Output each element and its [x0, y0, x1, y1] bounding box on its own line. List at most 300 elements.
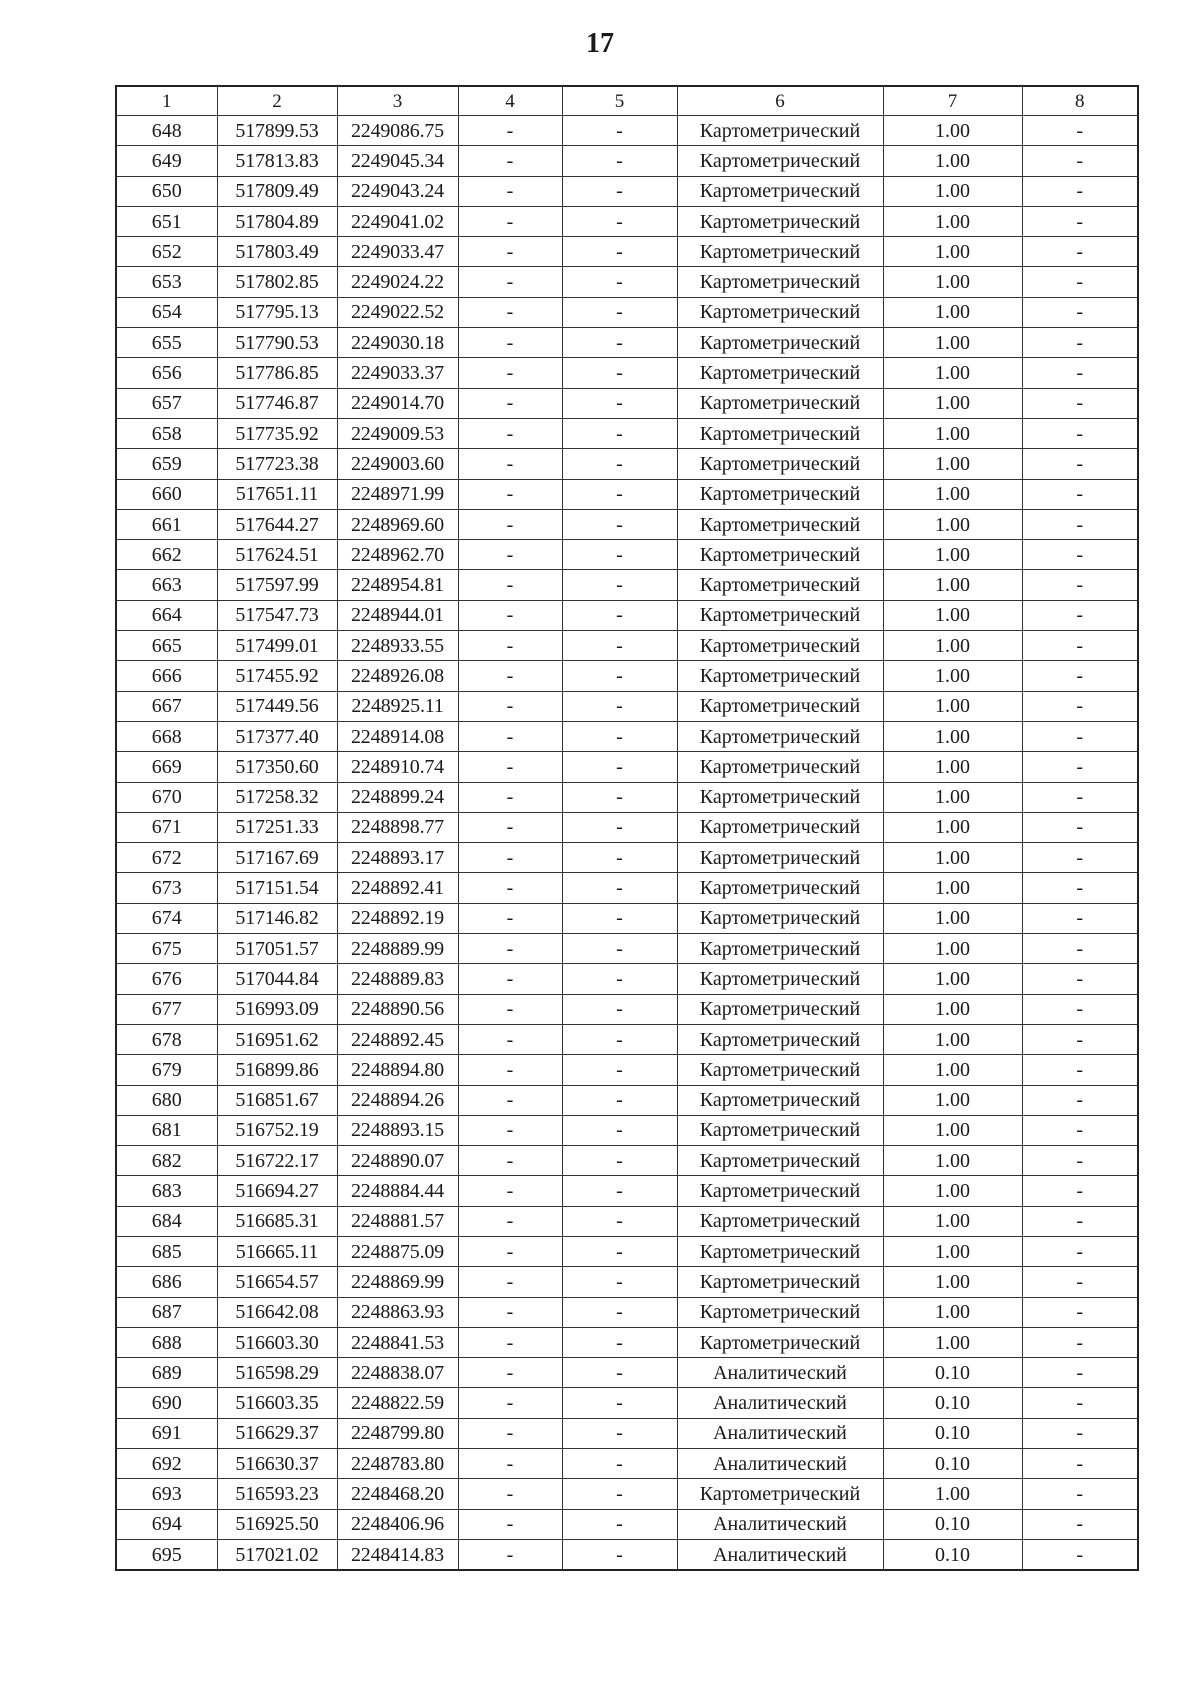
cell-x-coordinate: 516630.37	[217, 1449, 337, 1479]
cell-accuracy: 1.00	[883, 388, 1022, 418]
cell-point-number: 694	[116, 1509, 217, 1539]
cell-method: Картометрический	[677, 994, 883, 1024]
cell-x-coordinate: 516752.19	[217, 1115, 337, 1145]
cell-y-coordinate: 2249043.24	[337, 176, 458, 206]
table-row	[116, 812, 1138, 842]
cell-y-coordinate: 2248933.55	[337, 631, 458, 661]
table-row	[116, 1267, 1138, 1297]
table-row	[116, 358, 1138, 388]
cell-method: Картометрический	[677, 903, 883, 933]
cell-col-5: -	[562, 267, 677, 297]
cell-accuracy: 1.00	[883, 873, 1022, 903]
cell-x-coordinate: 517499.01	[217, 631, 337, 661]
cell-y-coordinate: 2248894.80	[337, 1055, 458, 1085]
cell-point-number: 676	[116, 964, 217, 994]
cell-col-8: -	[1022, 661, 1138, 691]
cell-col-8: -	[1022, 691, 1138, 721]
cell-accuracy: 1.00	[883, 600, 1022, 630]
cell-y-coordinate: 2248893.17	[337, 843, 458, 873]
table-row	[116, 1236, 1138, 1266]
cell-accuracy: 1.00	[883, 509, 1022, 539]
cell-col-4: -	[458, 570, 562, 600]
table-row	[116, 146, 1138, 176]
cell-x-coordinate: 517803.49	[217, 237, 337, 267]
cell-point-number: 662	[116, 540, 217, 570]
cell-x-coordinate: 517790.53	[217, 328, 337, 358]
coordinates-table	[115, 85, 1139, 1571]
cell-col-8: -	[1022, 1388, 1138, 1418]
table-row	[116, 449, 1138, 479]
table-row	[116, 1055, 1138, 1085]
cell-y-coordinate: 2248881.57	[337, 1206, 458, 1236]
cell-accuracy: 1.00	[883, 934, 1022, 964]
cell-accuracy: 1.00	[883, 1176, 1022, 1206]
cell-x-coordinate: 517795.13	[217, 297, 337, 327]
cell-method: Картометрический	[677, 691, 883, 721]
cell-col-8: -	[1022, 1176, 1138, 1206]
table-row	[116, 1206, 1138, 1236]
cell-col-8: -	[1022, 600, 1138, 630]
cell-col-8: -	[1022, 1358, 1138, 1388]
cell-x-coordinate: 517802.85	[217, 267, 337, 297]
cell-x-coordinate: 517350.60	[217, 752, 337, 782]
table-row	[116, 206, 1138, 236]
cell-y-coordinate: 2248863.93	[337, 1297, 458, 1327]
cell-col-4: -	[458, 1055, 562, 1085]
cell-col-8: -	[1022, 509, 1138, 539]
cell-col-5: -	[562, 661, 677, 691]
cell-point-number: 668	[116, 721, 217, 751]
cell-method: Картометрический	[677, 631, 883, 661]
cell-method: Аналитический	[677, 1539, 883, 1570]
cell-accuracy: 1.00	[883, 1206, 1022, 1236]
cell-method: Картометрический	[677, 721, 883, 751]
cell-point-number: 693	[116, 1479, 217, 1509]
cell-accuracy: 1.00	[883, 1146, 1022, 1176]
cell-col-8: -	[1022, 1206, 1138, 1236]
cell-y-coordinate: 2248414.83	[337, 1539, 458, 1570]
cell-accuracy: 1.00	[883, 1297, 1022, 1327]
cell-method: Картометрический	[677, 1236, 883, 1266]
cell-col-4: -	[458, 721, 562, 751]
cell-col-4: -	[458, 297, 562, 327]
cell-point-number: 685	[116, 1236, 217, 1266]
cell-x-coordinate: 516654.57	[217, 1267, 337, 1297]
cell-x-coordinate: 516925.50	[217, 1509, 337, 1539]
cell-y-coordinate: 2248954.81	[337, 570, 458, 600]
cell-method: Картометрический	[677, 146, 883, 176]
cell-method: Картометрический	[677, 1327, 883, 1357]
cell-col-8: -	[1022, 752, 1138, 782]
cell-method: Картометрический	[677, 358, 883, 388]
cell-method: Картометрический	[677, 661, 883, 691]
cell-col-8: -	[1022, 964, 1138, 994]
cell-point-number: 663	[116, 570, 217, 600]
table-row	[116, 570, 1138, 600]
cell-col-4: -	[458, 843, 562, 873]
cell-accuracy: 1.00	[883, 1055, 1022, 1085]
cell-y-coordinate: 2248899.24	[337, 782, 458, 812]
cell-x-coordinate: 517624.51	[217, 540, 337, 570]
header-row	[116, 86, 1138, 116]
cell-method: Картометрический	[677, 267, 883, 297]
cell-col-4: -	[458, 812, 562, 842]
cell-col-4: -	[458, 600, 562, 630]
cell-col-8: -	[1022, 1297, 1138, 1327]
cell-col-8: -	[1022, 206, 1138, 236]
cell-col-8: -	[1022, 1479, 1138, 1509]
cell-col-8: -	[1022, 570, 1138, 600]
table-row	[116, 479, 1138, 509]
cell-point-number: 679	[116, 1055, 217, 1085]
cell-accuracy: 1.00	[883, 1024, 1022, 1054]
cell-col-5: -	[562, 964, 677, 994]
cell-method: Картометрический	[677, 509, 883, 539]
cell-y-coordinate: 2248783.80	[337, 1449, 458, 1479]
cell-col-4: -	[458, 752, 562, 782]
table-row	[116, 873, 1138, 903]
cell-x-coordinate: 516598.29	[217, 1358, 337, 1388]
cell-point-number: 667	[116, 691, 217, 721]
cell-col-4: -	[458, 1146, 562, 1176]
cell-point-number: 669	[116, 752, 217, 782]
cell-col-8: -	[1022, 873, 1138, 903]
cell-y-coordinate: 2249014.70	[337, 388, 458, 418]
cell-accuracy: 1.00	[883, 691, 1022, 721]
cell-method: Аналитический	[677, 1509, 883, 1539]
table-row	[116, 600, 1138, 630]
cell-col-4: -	[458, 449, 562, 479]
cell-col-5: -	[562, 631, 677, 661]
cell-col-4: -	[458, 1327, 562, 1357]
cell-col-4: -	[458, 1449, 562, 1479]
cell-col-4: -	[458, 1297, 562, 1327]
cell-x-coordinate: 517251.33	[217, 812, 337, 842]
cell-col-8: -	[1022, 1115, 1138, 1145]
cell-col-5: -	[562, 1024, 677, 1054]
cell-accuracy: 1.00	[883, 267, 1022, 297]
cell-col-8: -	[1022, 1146, 1138, 1176]
cell-col-8: -	[1022, 146, 1138, 176]
cell-col-4: -	[458, 1479, 562, 1509]
cell-method: Картометрический	[677, 1206, 883, 1236]
cell-accuracy: 1.00	[883, 631, 1022, 661]
table-row	[116, 964, 1138, 994]
cell-y-coordinate: 2249033.37	[337, 358, 458, 388]
cell-accuracy: 1.00	[883, 994, 1022, 1024]
cell-col-5: -	[562, 237, 677, 267]
cell-col-4: -	[458, 1236, 562, 1266]
cell-point-number: 677	[116, 994, 217, 1024]
cell-point-number: 673	[116, 873, 217, 903]
cell-point-number: 683	[116, 1176, 217, 1206]
cell-col-8: -	[1022, 1236, 1138, 1266]
cell-col-5: -	[562, 843, 677, 873]
cell-col-4: -	[458, 328, 562, 358]
table-row	[116, 297, 1138, 327]
cell-col-5: -	[562, 1146, 677, 1176]
cell-col-4: -	[458, 1176, 562, 1206]
table-row	[116, 782, 1138, 812]
column-header-5: 5	[562, 86, 677, 116]
cell-x-coordinate: 517746.87	[217, 388, 337, 418]
column-header-2: 2	[217, 86, 337, 116]
cell-x-coordinate: 516993.09	[217, 994, 337, 1024]
cell-point-number: 695	[116, 1539, 217, 1570]
cell-y-coordinate: 2248890.56	[337, 994, 458, 1024]
cell-col-5: -	[562, 1206, 677, 1236]
cell-accuracy: 1.00	[883, 812, 1022, 842]
cell-accuracy: 0.10	[883, 1449, 1022, 1479]
cell-accuracy: 1.00	[883, 540, 1022, 570]
cell-accuracy: 1.00	[883, 721, 1022, 751]
cell-point-number: 686	[116, 1267, 217, 1297]
cell-method: Картометрический	[677, 479, 883, 509]
cell-y-coordinate: 2248406.96	[337, 1509, 458, 1539]
cell-x-coordinate: 516603.30	[217, 1327, 337, 1357]
cell-accuracy: 1.00	[883, 237, 1022, 267]
cell-accuracy: 1.00	[883, 1236, 1022, 1266]
cell-col-4: -	[458, 358, 562, 388]
table-row	[116, 661, 1138, 691]
cell-col-4: -	[458, 1509, 562, 1539]
cell-y-coordinate: 2248822.59	[337, 1388, 458, 1418]
cell-col-4: -	[458, 1206, 562, 1236]
cell-method: Аналитический	[677, 1358, 883, 1388]
cell-col-5: -	[562, 934, 677, 964]
cell-col-4: -	[458, 206, 562, 236]
cell-y-coordinate: 2248892.45	[337, 1024, 458, 1054]
table-header	[116, 86, 1138, 116]
column-header-8: 8	[1022, 86, 1138, 116]
cell-col-4: -	[458, 479, 562, 509]
cell-x-coordinate: 517813.83	[217, 146, 337, 176]
cell-point-number: 689	[116, 1358, 217, 1388]
cell-col-4: -	[458, 1418, 562, 1448]
cell-col-5: -	[562, 782, 677, 812]
cell-method: Картометрический	[677, 1024, 883, 1054]
cell-col-4: -	[458, 1115, 562, 1145]
cell-y-coordinate: 2248944.01	[337, 600, 458, 630]
cell-col-8: -	[1022, 479, 1138, 509]
table-row	[116, 116, 1138, 146]
cell-col-5: -	[562, 994, 677, 1024]
cell-col-4: -	[458, 418, 562, 448]
cell-point-number: 672	[116, 843, 217, 873]
cell-accuracy: 0.10	[883, 1388, 1022, 1418]
cell-point-number: 664	[116, 600, 217, 630]
cell-method: Картометрический	[677, 449, 883, 479]
cell-col-5: -	[562, 388, 677, 418]
cell-x-coordinate: 517449.56	[217, 691, 337, 721]
cell-col-5: -	[562, 509, 677, 539]
cell-method: Аналитический	[677, 1418, 883, 1448]
cell-y-coordinate: 2248838.07	[337, 1358, 458, 1388]
table-row	[116, 1509, 1138, 1539]
cell-col-4: -	[458, 782, 562, 812]
cell-point-number: 649	[116, 146, 217, 176]
cell-col-4: -	[458, 146, 562, 176]
cell-method: Картометрический	[677, 752, 883, 782]
cell-x-coordinate: 517258.32	[217, 782, 337, 812]
cell-y-coordinate: 2248925.11	[337, 691, 458, 721]
cell-col-5: -	[562, 752, 677, 782]
table-row	[116, 418, 1138, 448]
table-row	[116, 509, 1138, 539]
cell-method: Картометрический	[677, 540, 883, 570]
cell-col-8: -	[1022, 1327, 1138, 1357]
cell-point-number: 666	[116, 661, 217, 691]
cell-point-number: 655	[116, 328, 217, 358]
cell-method: Аналитический	[677, 1449, 883, 1479]
cell-x-coordinate: 516642.08	[217, 1297, 337, 1327]
cell-method: Картометрический	[677, 1479, 883, 1509]
cell-x-coordinate: 517804.89	[217, 206, 337, 236]
cell-col-5: -	[562, 540, 677, 570]
cell-method: Картометрический	[677, 1115, 883, 1145]
cell-col-5: -	[562, 1358, 677, 1388]
cell-col-5: -	[562, 873, 677, 903]
cell-col-5: -	[562, 1085, 677, 1115]
table-row	[116, 631, 1138, 661]
cell-col-5: -	[562, 449, 677, 479]
table-row	[116, 1539, 1138, 1570]
cell-col-8: -	[1022, 418, 1138, 448]
cell-y-coordinate: 2248893.15	[337, 1115, 458, 1145]
cell-method: Аналитический	[677, 1388, 883, 1418]
cell-col-8: -	[1022, 812, 1138, 842]
table-row	[116, 267, 1138, 297]
table-row	[116, 994, 1138, 1024]
cell-x-coordinate: 517735.92	[217, 418, 337, 448]
cell-col-5: -	[562, 1055, 677, 1085]
cell-accuracy: 1.00	[883, 297, 1022, 327]
cell-accuracy: 1.00	[883, 964, 1022, 994]
cell-col-5: -	[562, 418, 677, 448]
table-row	[116, 1449, 1138, 1479]
cell-point-number: 690	[116, 1388, 217, 1418]
cell-col-5: -	[562, 176, 677, 206]
cell-col-8: -	[1022, 449, 1138, 479]
cell-col-5: -	[562, 146, 677, 176]
cell-method: Картометрический	[677, 388, 883, 418]
cell-method: Картометрический	[677, 812, 883, 842]
cell-col-4: -	[458, 1267, 562, 1297]
cell-col-8: -	[1022, 1539, 1138, 1570]
cell-y-coordinate: 2248894.26	[337, 1085, 458, 1115]
cell-point-number: 661	[116, 509, 217, 539]
table-row	[116, 1176, 1138, 1206]
cell-col-4: -	[458, 1358, 562, 1388]
cell-accuracy: 1.00	[883, 449, 1022, 479]
cell-x-coordinate: 516593.23	[217, 1479, 337, 1509]
cell-y-coordinate: 2249086.75	[337, 116, 458, 146]
cell-col-4: -	[458, 994, 562, 1024]
cell-col-5: -	[562, 812, 677, 842]
cell-accuracy: 0.10	[883, 1418, 1022, 1448]
cell-point-number: 651	[116, 206, 217, 236]
cell-x-coordinate: 517021.02	[217, 1539, 337, 1570]
cell-method: Картометрический	[677, 206, 883, 236]
cell-x-coordinate: 517547.73	[217, 600, 337, 630]
cell-accuracy: 1.00	[883, 782, 1022, 812]
cell-x-coordinate: 516722.17	[217, 1146, 337, 1176]
cell-x-coordinate: 516665.11	[217, 1236, 337, 1266]
cell-method: Картометрический	[677, 1055, 883, 1085]
cell-col-8: -	[1022, 721, 1138, 751]
cell-col-8: -	[1022, 1024, 1138, 1054]
cell-col-4: -	[458, 237, 562, 267]
table-row	[116, 1146, 1138, 1176]
cell-method: Картометрический	[677, 1267, 883, 1297]
cell-col-5: -	[562, 1267, 677, 1297]
cell-col-8: -	[1022, 1085, 1138, 1115]
cell-point-number: 650	[116, 176, 217, 206]
cell-method: Картометрический	[677, 176, 883, 206]
cell-method: Картометрический	[677, 843, 883, 873]
cell-method: Картометрический	[677, 237, 883, 267]
cell-point-number: 684	[116, 1206, 217, 1236]
cell-col-5: -	[562, 297, 677, 327]
cell-point-number: 674	[116, 903, 217, 933]
cell-point-number: 680	[116, 1085, 217, 1115]
table-row	[116, 843, 1138, 873]
cell-col-4: -	[458, 934, 562, 964]
cell-point-number: 682	[116, 1146, 217, 1176]
cell-accuracy: 1.00	[883, 1267, 1022, 1297]
cell-col-8: -	[1022, 843, 1138, 873]
cell-x-coordinate: 517455.92	[217, 661, 337, 691]
cell-col-4: -	[458, 388, 562, 418]
cell-y-coordinate: 2249033.47	[337, 237, 458, 267]
cell-col-4: -	[458, 267, 562, 297]
column-header-3: 3	[337, 86, 458, 116]
cell-x-coordinate: 516629.37	[217, 1418, 337, 1448]
cell-col-4: -	[458, 873, 562, 903]
cell-y-coordinate: 2248969.60	[337, 509, 458, 539]
table-row	[116, 1479, 1138, 1509]
cell-col-5: -	[562, 691, 677, 721]
cell-x-coordinate: 516951.62	[217, 1024, 337, 1054]
cell-y-coordinate: 2248910.74	[337, 752, 458, 782]
cell-col-5: -	[562, 1327, 677, 1357]
cell-col-4: -	[458, 903, 562, 933]
cell-point-number: 691	[116, 1418, 217, 1448]
cell-method: Картометрический	[677, 1297, 883, 1327]
cell-col-5: -	[562, 570, 677, 600]
cell-x-coordinate: 516685.31	[217, 1206, 337, 1236]
cell-point-number: 687	[116, 1297, 217, 1327]
cell-accuracy: 1.00	[883, 176, 1022, 206]
cell-y-coordinate: 2248962.70	[337, 540, 458, 570]
table-row	[116, 752, 1138, 782]
cell-accuracy: 1.00	[883, 1327, 1022, 1357]
cell-y-coordinate: 2248889.99	[337, 934, 458, 964]
cell-y-coordinate: 2249041.02	[337, 206, 458, 236]
cell-accuracy: 1.00	[883, 116, 1022, 146]
cell-col-4: -	[458, 631, 562, 661]
cell-x-coordinate: 517146.82	[217, 903, 337, 933]
cell-col-4: -	[458, 691, 562, 721]
cell-method: Картометрический	[677, 600, 883, 630]
table-row	[116, 540, 1138, 570]
cell-col-8: -	[1022, 994, 1138, 1024]
cell-col-5: -	[562, 1297, 677, 1327]
cell-y-coordinate: 2249024.22	[337, 267, 458, 297]
cell-y-coordinate: 2249045.34	[337, 146, 458, 176]
cell-y-coordinate: 2248468.20	[337, 1479, 458, 1509]
cell-col-8: -	[1022, 237, 1138, 267]
